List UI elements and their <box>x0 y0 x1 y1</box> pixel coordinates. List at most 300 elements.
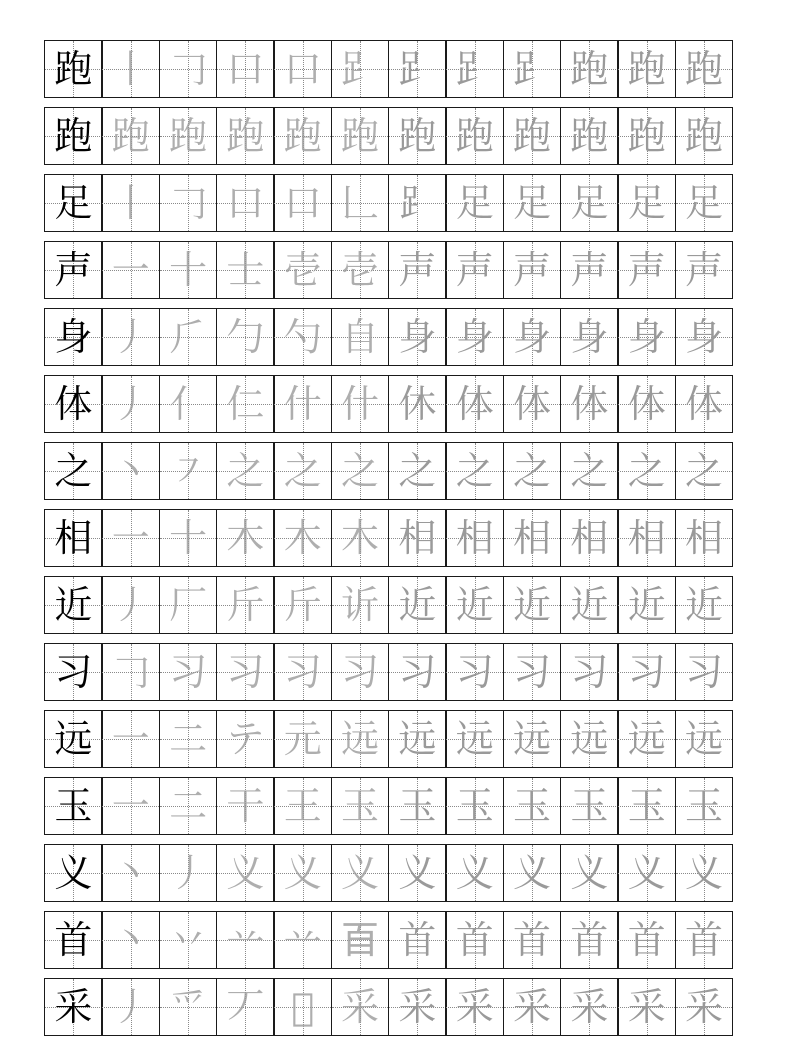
stroke-step: 采 <box>685 985 724 1029</box>
stroke-step: 近 <box>455 583 494 627</box>
stroke-step: 口 <box>226 47 265 91</box>
trace-cell[interactable] <box>101 576 160 634</box>
stroke-step: 声 <box>455 248 494 292</box>
stroke-step: 𧾷 <box>341 47 380 91</box>
trace-cell[interactable] <box>159 241 218 299</box>
practice-row <box>44 308 750 366</box>
model-character: 近 <box>54 583 93 627</box>
stroke-step: 𧾷 <box>513 47 552 91</box>
trace-cell[interactable] <box>101 509 160 567</box>
trace-cell[interactable] <box>331 978 390 1036</box>
trace-cell[interactable] <box>445 442 504 500</box>
trace-cell[interactable] <box>159 844 218 902</box>
trace-cell[interactable] <box>273 643 332 701</box>
trace-cell[interactable] <box>273 777 332 835</box>
stroke-step: 之 <box>513 449 552 493</box>
stroke-step: 木 <box>283 516 322 560</box>
trace-cell[interactable] <box>388 710 447 768</box>
trace-cell[interactable] <box>503 576 562 634</box>
trace-cell[interactable] <box>675 509 734 567</box>
model-character: 声 <box>54 248 93 292</box>
practice-row <box>44 174 750 232</box>
stroke-step: 相 <box>627 516 666 560</box>
stroke-step: 𠃌 <box>169 181 208 225</box>
trace-cell[interactable] <box>331 442 390 500</box>
stroke-step: 远 <box>570 717 609 761</box>
stroke-step: 勹 <box>226 315 265 359</box>
stroke-step: 足 <box>455 181 494 225</box>
trace-cell[interactable] <box>675 174 734 232</box>
trace-cell[interactable] <box>216 777 275 835</box>
trace-cell[interactable] <box>388 442 447 500</box>
trace-cell[interactable] <box>617 844 676 902</box>
stroke-step: 习 <box>169 650 208 694</box>
stroke-step: 𦣻 <box>341 918 380 962</box>
trace-cell[interactable] <box>675 375 734 433</box>
trace-cell[interactable] <box>331 308 390 366</box>
trace-cell[interactable] <box>388 911 447 969</box>
trace-cell[interactable] <box>388 375 447 433</box>
model-character: 玉 <box>54 784 93 828</box>
trace-cell[interactable] <box>216 174 275 232</box>
stroke-step: 跑 <box>283 114 322 158</box>
trace-cell[interactable] <box>216 978 275 1036</box>
stroke-step: 勺 <box>283 315 322 359</box>
trace-cell[interactable] <box>503 442 562 500</box>
trace-cell[interactable] <box>560 241 619 299</box>
trace-cell[interactable] <box>331 174 390 232</box>
trace-cell[interactable] <box>159 40 218 98</box>
trace-cell[interactable] <box>445 844 504 902</box>
trace-cell[interactable] <box>101 308 160 366</box>
stroke-step: 体 <box>570 382 609 426</box>
stroke-step: 二 <box>169 717 208 761</box>
model-character-cell <box>44 844 103 902</box>
stroke-step: 丶 <box>111 449 150 493</box>
stroke-step: 足 <box>513 181 552 225</box>
stroke-step: 玉 <box>570 784 609 828</box>
trace-cell[interactable] <box>101 777 160 835</box>
trace-cell[interactable] <box>617 40 676 98</box>
trace-cell[interactable] <box>101 174 160 232</box>
practice-row <box>44 710 750 768</box>
model-character: 习 <box>54 650 93 694</box>
trace-cell[interactable] <box>159 978 218 1036</box>
stroke-step: 十 <box>169 248 208 292</box>
stroke-step: 丿 <box>111 315 150 359</box>
trace-cell[interactable] <box>273 844 332 902</box>
stroke-step: 斤 <box>283 583 322 627</box>
stroke-step: 足 <box>570 181 609 225</box>
stroke-step: 壱 <box>341 248 380 292</box>
trace-cell[interactable] <box>445 40 504 98</box>
trace-cell[interactable] <box>503 509 562 567</box>
trace-cell[interactable] <box>159 107 218 165</box>
trace-cell[interactable] <box>331 40 390 98</box>
model-character-cell <box>44 911 103 969</box>
stroke-step: 丶 <box>111 918 150 962</box>
stroke-step: 采 <box>570 985 609 1029</box>
trace-cell[interactable] <box>273 40 332 98</box>
stroke-step: 采 <box>398 985 437 1029</box>
stroke-step: 䒑 <box>226 918 265 962</box>
trace-cell[interactable] <box>503 107 562 165</box>
stroke-step: 之 <box>455 449 494 493</box>
trace-cell[interactable] <box>675 844 734 902</box>
stroke-step: 元 <box>283 717 322 761</box>
trace-cell[interactable] <box>675 710 734 768</box>
stroke-step: 之 <box>283 449 322 493</box>
trace-cell[interactable] <box>503 710 562 768</box>
trace-cell[interactable] <box>159 710 218 768</box>
trace-cell[interactable] <box>216 844 275 902</box>
stroke-step: 近 <box>570 583 609 627</box>
model-character: 义 <box>54 851 93 895</box>
trace-cell[interactable] <box>675 241 734 299</box>
trace-cell[interactable] <box>560 911 619 969</box>
trace-cell[interactable] <box>101 442 160 500</box>
model-character: 体 <box>54 382 93 426</box>
stroke-step: 采 <box>455 985 494 1029</box>
practice-row <box>44 978 750 1036</box>
stroke-step: 习 <box>283 650 322 694</box>
trace-cell[interactable] <box>388 978 447 1036</box>
stroke-step: 声 <box>398 248 437 292</box>
stroke-step: 木 <box>341 516 380 560</box>
trace-cell[interactable] <box>273 308 332 366</box>
trace-cell[interactable] <box>101 978 160 1036</box>
trace-cell[interactable] <box>159 442 218 500</box>
trace-cell[interactable] <box>101 40 160 98</box>
trace-cell[interactable] <box>101 107 160 165</box>
trace-cell[interactable] <box>675 777 734 835</box>
practice-row <box>44 107 750 165</box>
stroke-step: 王 <box>283 784 322 828</box>
trace-cell[interactable] <box>560 442 619 500</box>
stroke-step: 跑 <box>455 114 494 158</box>
trace-cell[interactable] <box>159 576 218 634</box>
stroke-step: 习 <box>455 650 494 694</box>
stroke-step: 跑 <box>627 114 666 158</box>
stroke-step: 爫 <box>169 985 208 1029</box>
stroke-step: テ <box>226 717 265 761</box>
trace-cell[interactable] <box>273 509 332 567</box>
trace-cell[interactable] <box>560 777 619 835</box>
stroke-step: 𠃌 <box>169 47 208 91</box>
trace-cell[interactable] <box>273 710 332 768</box>
stroke-step: 玉 <box>398 784 437 828</box>
trace-cell[interactable] <box>560 375 619 433</box>
stroke-step: 二 <box>169 784 208 828</box>
trace-cell[interactable] <box>101 643 160 701</box>
trace-cell[interactable] <box>617 710 676 768</box>
model-character: 跑 <box>54 47 93 91</box>
model-character-cell <box>44 442 103 500</box>
stroke-step: 首 <box>455 918 494 962</box>
stroke-step: 声 <box>627 248 666 292</box>
trace-cell[interactable] <box>388 777 447 835</box>
practice-row <box>44 576 750 634</box>
trace-cell[interactable] <box>445 174 504 232</box>
trace-cell[interactable] <box>273 442 332 500</box>
trace-cell[interactable] <box>445 978 504 1036</box>
trace-cell[interactable] <box>503 777 562 835</box>
stroke-step: 体 <box>455 382 494 426</box>
stroke-step: 十 <box>169 516 208 560</box>
trace-cell[interactable] <box>503 844 562 902</box>
stroke-step: 什 <box>283 382 322 426</box>
trace-cell[interactable] <box>216 442 275 500</box>
stroke-step: 跑 <box>398 114 437 158</box>
model-character-cell <box>44 241 103 299</box>
stroke-step: 足 <box>627 181 666 225</box>
trace-cell[interactable] <box>216 308 275 366</box>
trace-cell[interactable] <box>273 375 332 433</box>
trace-cell[interactable] <box>445 643 504 701</box>
stroke-step: 玉 <box>455 784 494 828</box>
trace-cell[interactable] <box>331 375 390 433</box>
trace-cell[interactable] <box>216 911 275 969</box>
trace-cell[interactable] <box>560 174 619 232</box>
trace-cell[interactable] <box>159 509 218 567</box>
trace-cell[interactable] <box>675 911 734 969</box>
stroke-step: 跑 <box>169 114 208 158</box>
trace-cell[interactable] <box>675 576 734 634</box>
trace-cell[interactable] <box>617 107 676 165</box>
stroke-step: 义 <box>570 851 609 895</box>
stroke-step: 首 <box>685 918 724 962</box>
stroke-step: 远 <box>398 717 437 761</box>
trace-cell[interactable] <box>503 174 562 232</box>
trace-cell[interactable] <box>617 241 676 299</box>
trace-cell[interactable] <box>503 241 562 299</box>
trace-cell[interactable] <box>388 576 447 634</box>
trace-cell[interactable] <box>445 241 504 299</box>
trace-cell[interactable] <box>101 844 160 902</box>
stroke-step: 䒑 <box>283 918 322 962</box>
trace-cell[interactable] <box>159 308 218 366</box>
stroke-step: 跑 <box>513 114 552 158</box>
trace-cell[interactable] <box>503 643 562 701</box>
trace-cell[interactable] <box>159 643 218 701</box>
trace-cell[interactable] <box>675 107 734 165</box>
stroke-step: 义 <box>513 851 552 895</box>
stroke-step: ⺁ <box>169 315 208 359</box>
trace-cell[interactable] <box>331 844 390 902</box>
stroke-step: 跑 <box>226 114 265 158</box>
stroke-step: 习 <box>570 650 609 694</box>
trace-cell[interactable] <box>503 308 562 366</box>
trace-cell[interactable] <box>675 643 734 701</box>
trace-cell[interactable] <box>216 40 275 98</box>
trace-cell[interactable] <box>388 509 447 567</box>
trace-cell[interactable] <box>503 978 562 1036</box>
model-character: 相 <box>54 516 93 560</box>
trace-cell[interactable] <box>331 241 390 299</box>
stroke-step: 采 <box>513 985 552 1029</box>
stroke-step: 仁 <box>226 382 265 426</box>
stroke-step: 体 <box>627 382 666 426</box>
trace-cell[interactable] <box>560 576 619 634</box>
trace-cell[interactable] <box>388 40 447 98</box>
trace-cell[interactable] <box>617 643 676 701</box>
trace-cell[interactable] <box>445 911 504 969</box>
model-character-cell <box>44 509 103 567</box>
stroke-step: 首 <box>570 918 609 962</box>
trace-cell[interactable] <box>216 643 275 701</box>
trace-cell[interactable] <box>101 241 160 299</box>
trace-cell[interactable] <box>331 509 390 567</box>
stroke-step: 身 <box>685 315 724 359</box>
practice-row <box>44 911 750 969</box>
trace-cell[interactable] <box>503 40 562 98</box>
trace-cell[interactable] <box>388 174 447 232</box>
stroke-step: 玉 <box>341 784 380 828</box>
trace-cell[interactable] <box>445 107 504 165</box>
trace-cell[interactable] <box>445 375 504 433</box>
trace-cell[interactable] <box>273 241 332 299</box>
trace-cell[interactable] <box>216 710 275 768</box>
trace-cell[interactable] <box>331 107 390 165</box>
trace-cell[interactable] <box>159 375 218 433</box>
trace-cell[interactable] <box>331 911 390 969</box>
trace-cell[interactable] <box>388 844 447 902</box>
stroke-step: 首 <box>398 918 437 962</box>
stroke-step: 远 <box>455 717 494 761</box>
trace-cell[interactable] <box>617 978 676 1036</box>
stroke-step: 口 <box>226 181 265 225</box>
trace-cell[interactable] <box>273 978 332 1036</box>
stroke-step: 采 <box>341 985 380 1029</box>
trace-cell[interactable] <box>388 643 447 701</box>
trace-cell[interactable] <box>560 844 619 902</box>
stroke-step: 义 <box>226 851 265 895</box>
trace-cell[interactable] <box>273 576 332 634</box>
trace-cell[interactable] <box>675 308 734 366</box>
trace-cell[interactable] <box>216 509 275 567</box>
trace-cell[interactable] <box>216 241 275 299</box>
trace-cell[interactable] <box>617 911 676 969</box>
trace-cell[interactable] <box>560 643 619 701</box>
trace-cell[interactable] <box>273 107 332 165</box>
trace-cell[interactable] <box>617 576 676 634</box>
trace-cell[interactable] <box>273 174 332 232</box>
stroke-step: 之 <box>627 449 666 493</box>
trace-cell[interactable] <box>101 710 160 768</box>
trace-cell[interactable] <box>216 576 275 634</box>
stroke-step: 之 <box>226 449 265 493</box>
practice-row <box>44 241 750 299</box>
trace-cell[interactable] <box>388 107 447 165</box>
trace-cell[interactable] <box>331 777 390 835</box>
trace-cell[interactable] <box>617 442 676 500</box>
practice-row <box>44 509 750 567</box>
stroke-step: 习 <box>226 650 265 694</box>
trace-cell[interactable] <box>560 978 619 1036</box>
trace-cell[interactable] <box>560 308 619 366</box>
stroke-step: 身 <box>627 315 666 359</box>
stroke-step: 身 <box>455 315 494 359</box>
stroke-step: 𧾷 <box>455 47 494 91</box>
trace-cell[interactable] <box>503 375 562 433</box>
trace-cell[interactable] <box>331 710 390 768</box>
practice-row <box>44 643 750 701</box>
stroke-step: 𤓰 <box>291 985 315 1029</box>
stroke-step: 之 <box>341 449 380 493</box>
trace-cell[interactable] <box>617 375 676 433</box>
stroke-step: ㇇ <box>169 449 208 493</box>
trace-cell[interactable] <box>560 107 619 165</box>
stroke-step: 采 <box>627 985 666 1029</box>
stroke-step: 干 <box>226 784 265 828</box>
stroke-step: 习 <box>627 650 666 694</box>
trace-cell[interactable] <box>675 978 734 1036</box>
stroke-step: 丷 <box>169 918 208 962</box>
stroke-step: 声 <box>570 248 609 292</box>
trace-cell[interactable] <box>503 911 562 969</box>
trace-cell[interactable] <box>445 308 504 366</box>
stroke-step: 口 <box>283 47 322 91</box>
stroke-step: 体 <box>513 382 552 426</box>
trace-cell[interactable] <box>216 107 275 165</box>
trace-cell[interactable] <box>560 509 619 567</box>
model-character: 身 <box>54 315 93 359</box>
stroke-step: 足 <box>685 181 724 225</box>
trace-cell[interactable] <box>273 911 332 969</box>
stroke-step: 义 <box>283 851 322 895</box>
stroke-step: 跑 <box>341 114 380 158</box>
stroke-step: 相 <box>398 516 437 560</box>
trace-cell[interactable] <box>445 777 504 835</box>
trace-cell[interactable] <box>101 375 160 433</box>
trace-cell[interactable] <box>617 509 676 567</box>
stroke-step: 休 <box>398 382 437 426</box>
stroke-step: 声 <box>685 248 724 292</box>
trace-cell[interactable] <box>331 643 390 701</box>
trace-cell[interactable] <box>388 241 447 299</box>
trace-cell[interactable] <box>445 576 504 634</box>
trace-cell[interactable] <box>617 174 676 232</box>
stroke-step: 远 <box>627 717 666 761</box>
stroke-step: 相 <box>455 516 494 560</box>
trace-cell[interactable] <box>560 710 619 768</box>
stroke-step: 远 <box>685 717 724 761</box>
trace-cell[interactable] <box>617 777 676 835</box>
practice-row <box>44 40 750 98</box>
trace-cell[interactable] <box>159 911 218 969</box>
stroke-step: 义 <box>627 851 666 895</box>
trace-cell[interactable] <box>216 375 275 433</box>
trace-cell[interactable] <box>159 174 218 232</box>
trace-cell[interactable] <box>101 911 160 969</box>
trace-cell[interactable] <box>675 40 734 98</box>
model-character-cell <box>44 576 103 634</box>
stroke-step: 跑 <box>111 114 150 158</box>
trace-cell[interactable] <box>159 777 218 835</box>
trace-cell[interactable] <box>617 308 676 366</box>
stroke-step: 一 <box>111 516 150 560</box>
trace-cell[interactable] <box>445 509 504 567</box>
trace-cell[interactable] <box>388 308 447 366</box>
stroke-step: 玉 <box>513 784 552 828</box>
trace-cell[interactable] <box>331 576 390 634</box>
trace-cell[interactable] <box>675 442 734 500</box>
trace-cell[interactable] <box>560 40 619 98</box>
model-character: 首 <box>54 918 93 962</box>
model-character: 之 <box>54 449 93 493</box>
trace-cell[interactable] <box>445 710 504 768</box>
stroke-step: 玉 <box>685 784 724 828</box>
